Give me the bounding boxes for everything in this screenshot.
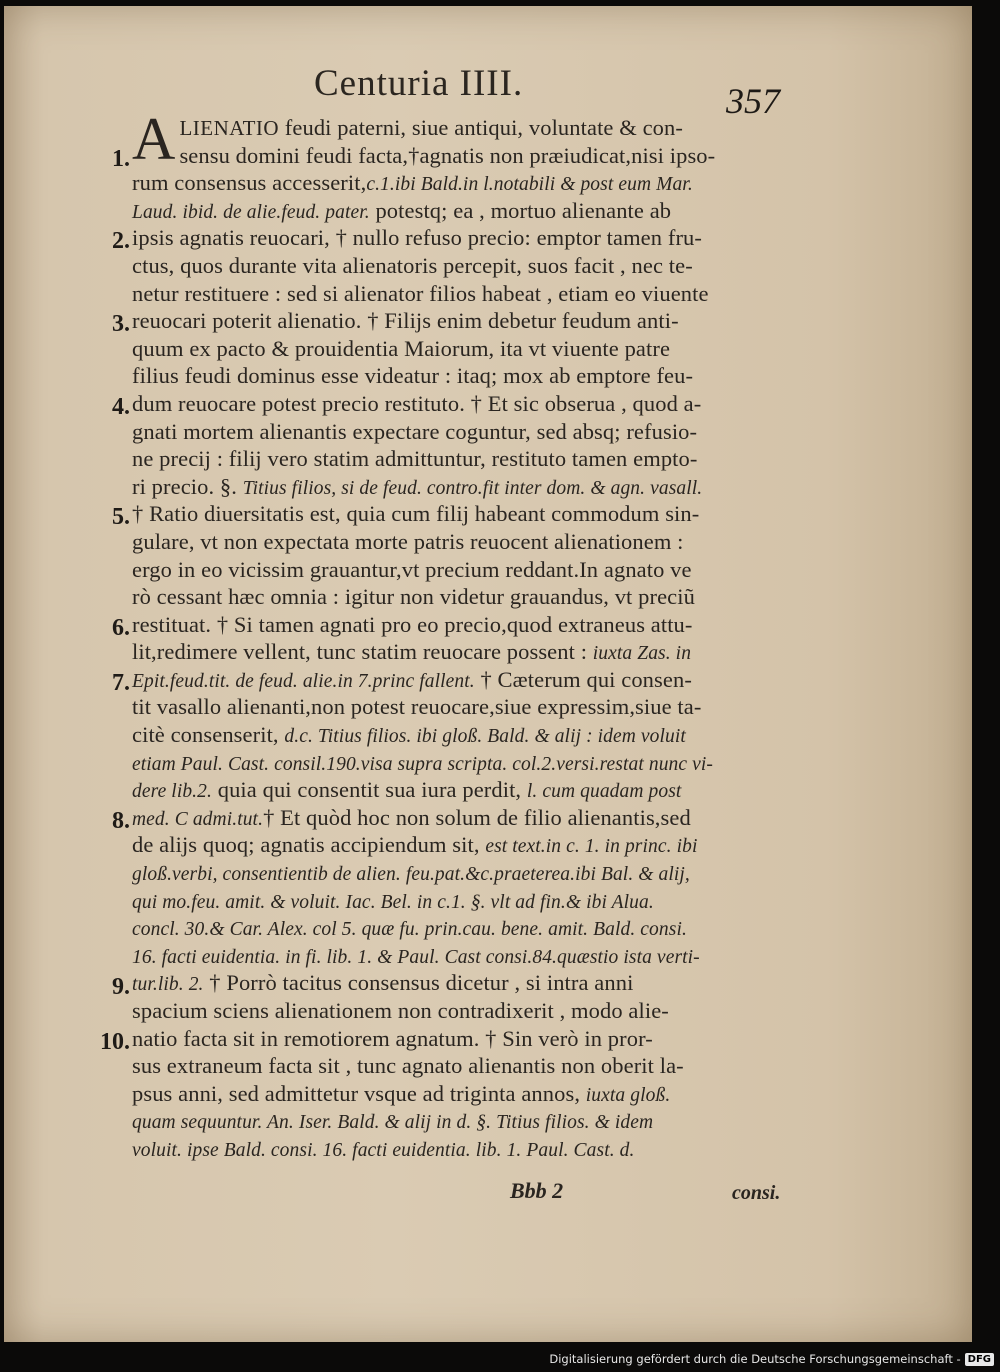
text-line — [132, 721, 792, 749]
text-line — [132, 252, 792, 280]
citation-text: voluit. ipse Bald. consi. 16. facti euidentia. lib. 1. Paul. Cast. d. — [132, 1139, 635, 1161]
text-line — [132, 1080, 792, 1108]
text-line — [132, 666, 792, 694]
citation-text: est text.in c. 1. in princ. ibi — [485, 836, 698, 858]
citation-text: quam sequuntur. An. Iser. Bald. & alij in d. §. Titius filios. & idem — [132, 1112, 654, 1134]
citation-text: 16. facti euidentia. in fi. lib. 1. & Paul. Cast consi.84.quæstio ista verti- — [132, 946, 700, 968]
line-text: gulare, vt non expectata morte patris reuocent alienationem : — [132, 528, 684, 554]
line-text: sensu domini feudi facta,†agnatis non præiudicat,nisi ipso- — [179, 142, 716, 168]
text-line — [132, 169, 792, 197]
text-line — [132, 280, 792, 308]
citation-text: iuxta Zas. in — [592, 643, 692, 665]
text-line — [132, 942, 792, 970]
text-line — [132, 445, 792, 473]
margin-number: 3. — [112, 311, 130, 338]
margin-number: 6. — [112, 614, 130, 641]
footer-credit: Digitalisierung gefördert durch die Deutsche Forschungsgemeinschaft - — [549, 1352, 961, 1366]
line-text: dum reuocare potest precio restituto. † Et sic obserua , quod a- — [132, 390, 702, 416]
line-text: ne precij : filij vero statim admittuntur, restituto tamen empto- — [132, 446, 698, 472]
line-text: † Et quòd hoc non solum de filio alienantis,sed — [263, 804, 691, 830]
catchword: consi. — [732, 1182, 781, 1204]
text-line — [132, 224, 792, 252]
citation-text: gloß.verbi, consentientib de alien. feu.pat.&c.praeterea.ibi Bal. & alij, — [132, 864, 690, 886]
margin-number: 8. — [112, 808, 130, 834]
body-text — [132, 106, 792, 1163]
line-text: † Ratio diuersitatis est, quia cum filij habeant commodum sin- — [132, 501, 700, 527]
citation-text: iuxta gloß. — [585, 1084, 671, 1106]
margin-number: 1. — [112, 145, 130, 172]
running-title: Centuria IIII. — [314, 63, 524, 104]
margin-number: 4. — [112, 394, 130, 420]
drop-cap: A — [132, 106, 176, 172]
line-text: sus extraneum facta sit , tunc agnato alienantis non oberit la- — [132, 1053, 684, 1079]
line-text: ipsis agnatis reuocari, † nullo refuso precio: emptor tamen fru- — [132, 225, 702, 251]
margin-number: 9. — [112, 973, 130, 1000]
citation-text: d.c. Titius filios. ibi gloß. Bald. & alij : idem voluit — [284, 726, 686, 748]
line-text: spacium sciens alienationem non contradixerit , modo alie- — [132, 998, 669, 1023]
line-text: restituat. † Si tamen agnati pro eo precio,quod extraneus attu- — [132, 611, 693, 637]
margin-number: 5. — [112, 504, 130, 531]
text-line — [132, 500, 792, 528]
line-text: natio facta sit in remotiorem agnatum. † Sin verò in pror- — [132, 1025, 653, 1051]
line-text: feudi paterni, siue antiqui, voluntate & con- — [279, 115, 683, 140]
text-line — [132, 362, 792, 390]
line-text: ri precio. §. — [132, 473, 243, 499]
line-text: rò cessant hæc omnia : igitur non videtur grauandus, vt preciũ — [132, 584, 695, 610]
margin-number: 10. — [100, 1028, 130, 1055]
citation-text: tur.lib. 2. — [132, 974, 204, 996]
text-line — [132, 693, 792, 721]
text-line — [132, 804, 792, 832]
line-text: LIENATIO — [179, 116, 280, 140]
text-line — [132, 859, 792, 887]
text-line — [132, 638, 792, 666]
line-text: reuocari poterit alienatio. † Filijs enim debetur feudum anti- — [132, 308, 679, 334]
citation-text: Epit.feud.tit. de feud. alie.in 7.princ fallent. — [132, 670, 475, 692]
text-line — [132, 611, 792, 639]
text-line — [132, 1025, 792, 1053]
text-line — [132, 418, 792, 446]
catchline — [132, 1178, 792, 1208]
line-text: netur restituere : sed si alienator filios habeat , etiam eo viuente — [132, 280, 709, 306]
line-text: quum ex pacto & prouidentia Maiorum, ita vt viuente patre — [132, 335, 671, 361]
text-line — [132, 969, 792, 997]
page-header — [4, 62, 972, 121]
text-line — [132, 997, 792, 1025]
line-text: quia qui consentit sua iura perdit, — [212, 777, 527, 803]
citation-text: concl. 30.& Car. Alex. col 5. quæ fu. prin.cau. bene. amit. Bald. consi. — [132, 919, 687, 941]
text-line — [132, 307, 792, 335]
text-line — [132, 473, 792, 501]
citation-text: c.1.ibi Bald.in l.notabili & post eum Mar. — [366, 174, 693, 196]
text-line — [132, 749, 792, 777]
line-text: psus anni, sed admittetur vsque ad triginta annos, — [132, 1080, 586, 1106]
text-line — [132, 1135, 792, 1163]
line-text: ergo in eo vicissim grauantur,vt precium reddant.In agnato ve — [132, 556, 692, 582]
text-line — [132, 197, 792, 225]
citation-text: l. cum quadam post — [526, 781, 682, 803]
folio-number: 357 — [726, 81, 780, 121]
text-line — [132, 776, 792, 804]
text-line — [132, 528, 792, 556]
citation-text: etiam Paul. Cast. consil.190.visa supra scripta. col.2.versi.restat nunc vi- — [132, 753, 713, 775]
digitization-footer — [549, 1350, 994, 1368]
book-page — [4, 6, 972, 1342]
line-text: tit vasallo alienanti,non potest reuocare,siue expressim,siue ta- — [132, 694, 702, 720]
margin-number: 7. — [112, 670, 130, 696]
text-line — [132, 831, 792, 859]
line-text: rum consensus accesserit, — [132, 170, 367, 196]
line-text: † Cæterum qui consen- — [474, 666, 692, 692]
line-text: citè consenserit, — [132, 722, 285, 748]
text-line — [132, 914, 792, 942]
line-text: filius feudi dominus esse videatur : itaq; mox ab emptore feu- — [132, 363, 694, 389]
margin-number: 2. — [112, 228, 130, 255]
line-text: † Porrò tacitus consensus dicetur , si intra anni — [203, 970, 634, 996]
line-text: ctus, quos durante vita alienatoris percepit, suos facit , nec te- — [132, 252, 693, 278]
text-line — [132, 142, 792, 170]
citation-text: Titius filios, si de feud. contro.fit inter dom. & agn. vasall. — [242, 477, 703, 499]
line-text: gnati mortem alienantis expectare coguntur, sed absq; refusio- — [132, 418, 698, 444]
line-text: lit,redimere vellent, tunc statim reuocare possent : — [132, 639, 593, 665]
citation-text: Laud. ibid. de alie.feud. pater. — [132, 201, 370, 223]
text-line — [132, 335, 792, 363]
text-line — [132, 556, 792, 584]
text-line — [132, 1107, 792, 1135]
citation-text: med. C admi.tut. — [132, 808, 264, 830]
line-text: potestq; ea , mortuo alienante ab — [369, 197, 672, 223]
text-line — [132, 1052, 792, 1080]
dfg-logo: DFG — [965, 1353, 994, 1366]
line-text: de alijs quoq; agnatis accipiendum sit, — [132, 832, 486, 858]
citation-text: dere lib.2. — [132, 781, 212, 803]
signature-mark: Bbb 2 — [510, 1178, 564, 1203]
citation-text: qui mo.feu. amit. & voluit. Iac. Bel. in c.1. §. vlt ad fin.& ibi Alua. — [132, 891, 654, 913]
text-line — [132, 390, 792, 418]
text-line — [132, 583, 792, 611]
text-line — [132, 887, 792, 915]
